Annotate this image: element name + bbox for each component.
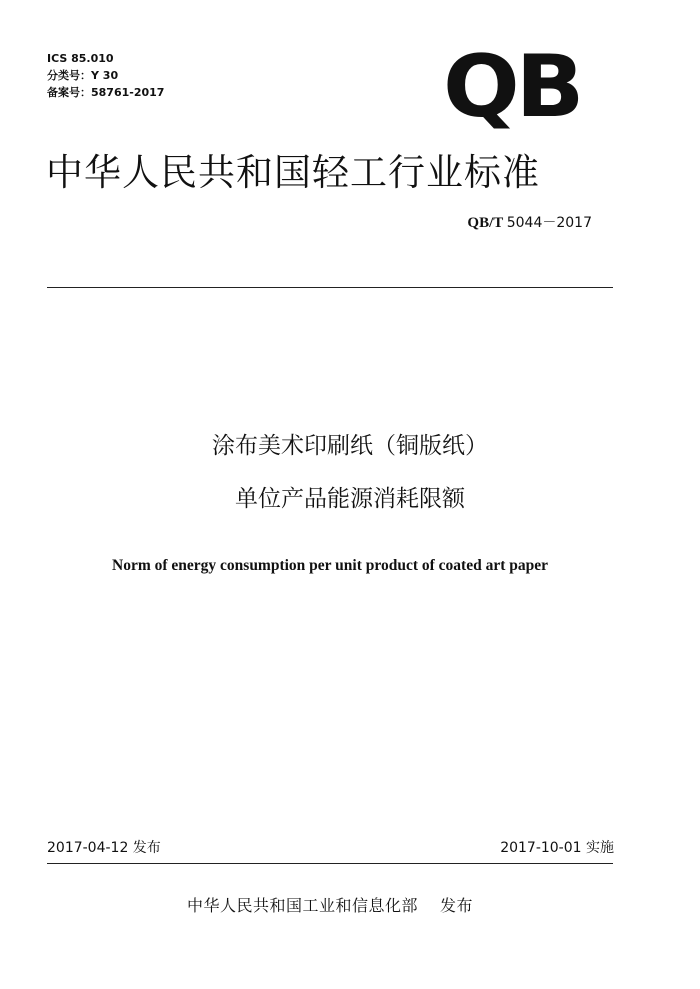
standard-number (467, 212, 592, 232)
bottom-divider (47, 863, 613, 864)
standard-code-number: 5044－2017 (506, 215, 592, 231)
issue-date: 2017-04-12 发布 (47, 840, 161, 856)
issuer-line (0, 893, 660, 916)
qb-logo: QB (443, 37, 581, 137)
document-title-line1: 涂布美术印刷纸（铜版纸） (212, 433, 488, 459)
document-title-line2: 单位产品能源消耗限额 (235, 486, 465, 512)
document-title-english: Norm of energy consumption per unit product of coated art paper (112, 557, 548, 574)
top-divider (47, 287, 613, 288)
standard-title: 中华人民共和国轻工行业标准 (46, 151, 540, 194)
standard-code-prefix: QB/T (467, 215, 503, 231)
ics-code: ICS 85.010 (47, 52, 114, 65)
classification-code: 分类号：Y 30 (47, 69, 119, 82)
header-metadata (47, 50, 164, 101)
implementation-date: 2017-10-01 实施 (500, 840, 614, 856)
record-number: 备案号：58761-2017 (47, 86, 165, 99)
issuer-action: 发布 (440, 896, 474, 915)
issuer-name: 中华人民共和国工业和信息化部 (186, 896, 418, 915)
